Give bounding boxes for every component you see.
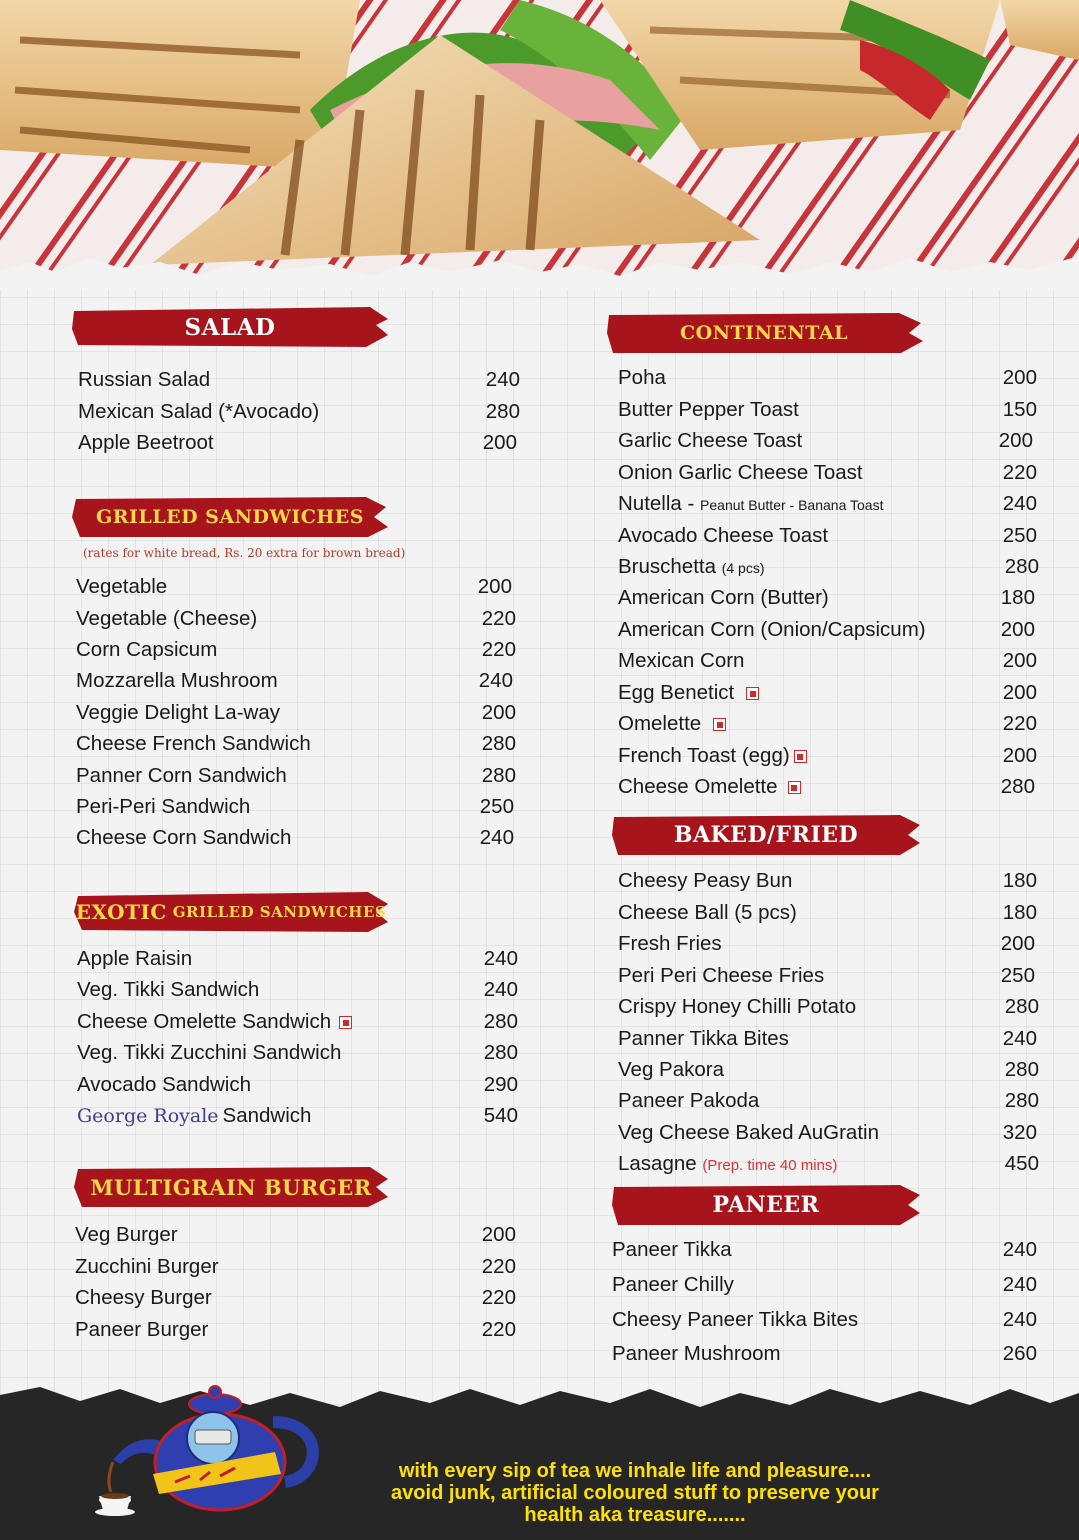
menu-item-name: Omelette	[618, 712, 702, 735]
paneer-banner	[610, 1183, 922, 1227]
menu-item-price: 180	[1002, 869, 1037, 892]
menu-item-price: 280	[481, 764, 516, 787]
multigrain-burger-title: MULTIGRAIN BURGER	[90, 1174, 372, 1200]
menu-item-name: Cheese Ball (5 pcs)	[618, 901, 797, 924]
salad-title: SALAD	[184, 313, 276, 341]
continental-title: CONTINENTAL	[680, 322, 848, 344]
menu-item-name: Nutella -	[618, 492, 701, 515]
menu-item-name: Cheesy Paneer Tikka Bites	[612, 1308, 859, 1331]
george-royale-label: George Royale	[77, 1105, 219, 1127]
menu-item-price: 540	[483, 1104, 518, 1127]
menu-item-name: Veg. Tikki Zucchini Sandwich	[77, 1041, 342, 1064]
menu-item-price: 200	[998, 429, 1033, 452]
menu-item-price: 180	[1002, 901, 1037, 924]
menu-item-price: 220	[481, 1286, 516, 1309]
menu-item-name: Mozzarella Mushroom	[76, 669, 278, 692]
menu-item-french-toast	[618, 744, 807, 768]
menu-item-price: 280	[1004, 995, 1039, 1018]
menu-item-price: 320	[1002, 1121, 1037, 1144]
menu-item-price: 200	[1002, 366, 1037, 389]
menu-item-price: 450	[1004, 1152, 1039, 1175]
menu-item-name: Paneer Mushroom	[612, 1342, 781, 1365]
menu-item-price: 240	[483, 947, 518, 970]
menu-item-price: 240	[1002, 1273, 1037, 1296]
menu-item-name: Poha	[618, 366, 666, 389]
menu-item-price: 280	[1004, 1058, 1039, 1081]
menu-item-lasagne	[618, 1152, 837, 1176]
hero-sandwich-photo	[0, 0, 1079, 290]
menu-item-omelette	[618, 712, 726, 736]
menu-item-name: Cheese Corn Sandwich	[76, 826, 292, 849]
menu-item-price: 280	[1004, 555, 1039, 578]
menu-item-name: Lasagne	[618, 1152, 703, 1175]
menu-item-name: Fresh Fries	[618, 932, 722, 955]
exotic-sandwiches-banner	[72, 890, 390, 934]
menu-item-name: Egg Benetict	[618, 681, 735, 704]
menu-item-price: 220	[481, 638, 516, 661]
menu-item-price: 280	[485, 400, 520, 423]
menu-item-price: 240	[1002, 1308, 1037, 1331]
menu-item-name: Panner Tikka Bites	[618, 1027, 789, 1050]
menu-item-price: 150	[1002, 398, 1037, 421]
menu-item-name: American Corn (Butter)	[618, 586, 829, 609]
menu-item-price: 240	[1002, 1238, 1037, 1261]
menu-item-name: Apple Raisin	[77, 947, 193, 970]
tagline-line-3: health aka treasure.......	[524, 1504, 746, 1526]
menu-item-name: Paneer Burger	[75, 1318, 209, 1341]
non-veg-icon	[788, 781, 801, 794]
tagline-line-1: with every sip of tea we inhale life and pleasure....	[398, 1460, 872, 1482]
menu-item-name: Russian Salad	[78, 368, 211, 391]
menu-item-price: 240	[478, 669, 513, 692]
non-veg-icon	[339, 1016, 352, 1029]
salad-banner	[70, 305, 390, 349]
menu-item-name: Mexican Salad (*Avocado)	[78, 400, 320, 423]
menu-item-name: Cheese Omelette Sandwich	[77, 1010, 332, 1033]
bread-rate-note: (rates for white bread, Rs. 20 extra for brown bread)	[83, 546, 406, 560]
baked-fried-title: BAKED/FRIED	[673, 822, 859, 848]
non-veg-icon	[746, 687, 759, 700]
menu-item-name: Zucchini Burger	[75, 1255, 219, 1278]
menu-item-name: Veg Cheese Baked AuGratin	[618, 1121, 879, 1144]
menu-item-egg-benetict	[618, 681, 759, 705]
menu-item-price: 250	[1002, 524, 1037, 547]
menu-item-nutella	[618, 492, 883, 516]
menu-item-name: Butter Pepper Toast	[618, 398, 799, 421]
menu-item-name: Peri Peri Cheese Fries	[618, 964, 825, 987]
menu-item-name: Avocado Sandwich	[77, 1073, 251, 1096]
prep-time-note: (Prep. time 40 mins)	[702, 1157, 838, 1174]
grilled-sandwiches-banner	[70, 495, 390, 539]
multigrain-burger-banner	[72, 1165, 390, 1209]
menu-item-name: Corn Capsicum	[76, 638, 218, 661]
menu-item-name: American Corn (Onion/Capsicum)	[618, 618, 926, 641]
baked-fried-banner	[610, 813, 922, 857]
menu-item-price: 240	[483, 978, 518, 1001]
footer-tagline	[330, 1460, 940, 1526]
menu-item-price: 240	[479, 826, 514, 849]
menu-item-name: Cheesy Peasy Bun	[618, 869, 793, 892]
menu-item-price: 240	[485, 368, 520, 391]
menu-item-price: 280	[483, 1010, 518, 1033]
menu-item-name: Veg Pakora	[618, 1058, 724, 1081]
menu-item-name: Veg. Tikki Sandwich	[77, 978, 260, 1001]
menu-item-price: 290	[483, 1073, 518, 1096]
menu-item-price: 200	[1000, 932, 1035, 955]
menu-item-name: Onion Garlic Cheese Toast	[618, 461, 863, 484]
menu-item-name: Bruschetta	[618, 555, 722, 578]
menu-item-name: Cheese Omelette	[618, 775, 778, 798]
grilled-sandwiches-title: GRILLED SANDWICHES	[95, 506, 364, 528]
menu-item-price: 250	[1000, 964, 1035, 987]
menu-item-subtext: Peanut Butter - Banana Toast	[700, 497, 884, 513]
menu-item-price: 220	[481, 1318, 516, 1341]
exotic-title-part1: EXOTIC	[75, 900, 167, 924]
menu-item-price: 200	[1002, 744, 1037, 767]
menu-item-name: Avocado Cheese Toast	[618, 524, 829, 547]
menu-item-price: 200	[1002, 681, 1037, 704]
menu-item-name: Crispy Honey Chilli Potato	[618, 995, 857, 1018]
menu-item-name: Apple Beetroot	[78, 431, 214, 454]
teapot-logo	[95, 1382, 325, 1517]
menu-item-price: 220	[1002, 461, 1037, 484]
menu-item-name: Veggie Delight La-way	[76, 701, 280, 724]
menu-item-price: 280	[1000, 775, 1035, 798]
menu-item-name: Garlic Cheese Toast	[618, 429, 803, 452]
menu-item-name: Paneer Chilly	[612, 1273, 734, 1296]
menu-item-name: Vegetable	[76, 575, 168, 598]
menu-item-name: Cheese French Sandwich	[76, 732, 311, 755]
menu-item-price: 200	[1000, 618, 1035, 641]
menu-item-price: 200	[482, 431, 517, 454]
menu-item-price: 240	[1002, 492, 1037, 515]
menu-item-price: 180	[1000, 586, 1035, 609]
menu-item-name: French Toast (egg)	[618, 744, 790, 767]
menu-item-name: Panner Corn Sandwich	[76, 764, 287, 787]
menu-item-name: Peri-Peri Sandwich	[76, 795, 251, 818]
menu-item-price: 220	[1002, 712, 1037, 735]
menu-item-price: 200	[481, 1223, 516, 1246]
tagline-line-2: avoid junk, artificial coloured stuff to preserve your	[391, 1482, 879, 1504]
menu-item-name: Veg Burger	[75, 1223, 178, 1246]
menu-item-name: Cheesy Burger	[75, 1286, 212, 1309]
menu-item-price: 280	[481, 732, 516, 755]
menu-item-name: Paneer Pakoda	[618, 1089, 760, 1112]
menu-item-price: 260	[1002, 1342, 1037, 1365]
menu-item-name: Vegetable (Cheese)	[76, 607, 258, 630]
menu-item-name: Paneer Tikka	[612, 1238, 732, 1261]
menu-item-name-nonveg	[77, 1010, 352, 1034]
menu-item-price: 200	[477, 575, 512, 598]
menu-item-name: Mexican Corn	[618, 649, 745, 672]
menu-item-name: Sandwich	[222, 1104, 312, 1127]
menu-item-price: 220	[481, 1255, 516, 1278]
non-veg-icon	[713, 718, 726, 731]
menu-item-price: 240	[1002, 1027, 1037, 1050]
paneer-title: PANEER	[712, 1192, 820, 1218]
exotic-title-part2: GRILLED SANDWICHES	[172, 903, 387, 921]
menu-item-george-royale	[77, 1104, 311, 1128]
menu-item-price: 250	[479, 795, 514, 818]
menu-item-bruschetta	[618, 555, 765, 579]
menu-item-price: 280	[1004, 1089, 1039, 1112]
menu-item-price: 200	[481, 701, 516, 724]
continental-banner	[605, 311, 923, 355]
menu-item-cheese-omelette	[618, 775, 801, 799]
menu-item-price: 280	[483, 1041, 518, 1064]
menu-item-price: 200	[1002, 649, 1037, 672]
menu-item-subtext: (4 pcs)	[721, 560, 765, 576]
menu-item-price: 220	[481, 607, 516, 630]
non-veg-icon	[794, 750, 807, 763]
